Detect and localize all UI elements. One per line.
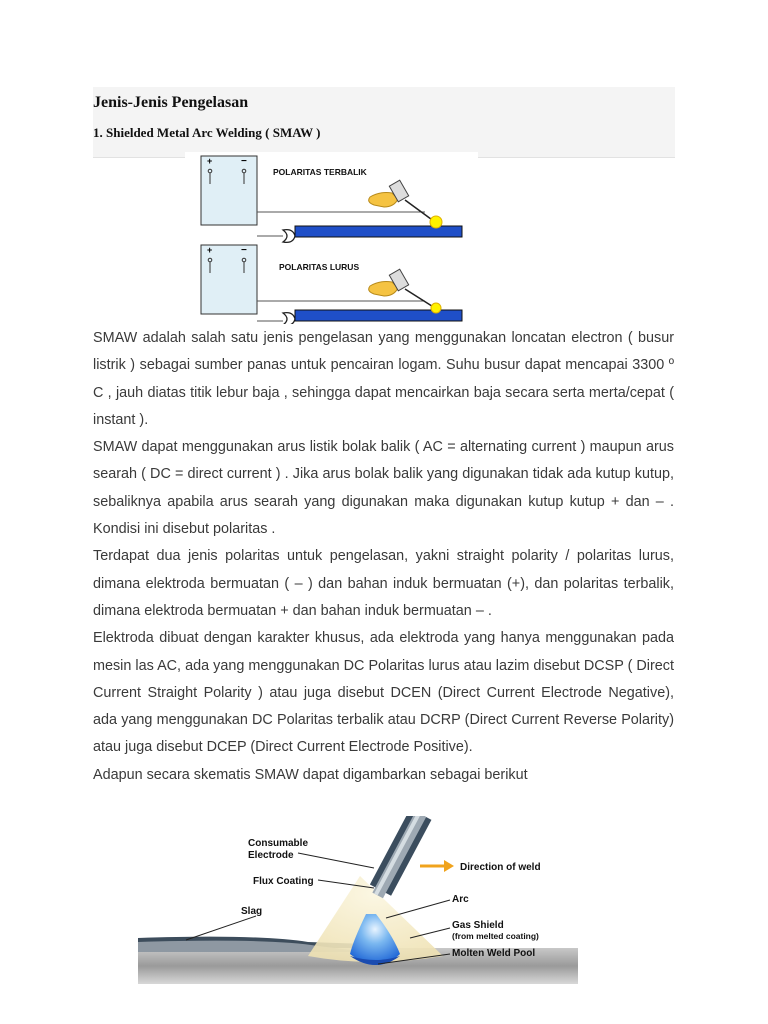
label-direction: Direction of weld	[460, 862, 541, 873]
document-title: Jenis-Jenis Pengelasan	[93, 94, 249, 111]
power-source-box-bottom	[201, 245, 257, 314]
label-flux-coating: Flux Coating	[253, 876, 314, 887]
label-slag: Slag	[241, 906, 263, 917]
minus-sign-top: −	[241, 156, 247, 167]
paragraph: Elektroda dibuat dengan karakter khusus, ada elektroda yang hanya menggunakan pada mesin las AC, ada yang menggunakan DC Polaritas lurus atau lazim disebut DCSP ( Direct Current Straight Polarity ) atau juga disebut DCEN (Direct Current Electrode Negative), ada yang menggunakan DC Polaritas terbalik atau DCRP (Direct Current Reverse Polarity) atau juga disebut DCEP (Direct Current Electrode Positive).	[93, 630, 674, 756]
smaw-schematic	[138, 816, 583, 1000]
minus-sign-bottom: −	[241, 245, 247, 256]
polarity-diagram	[185, 152, 478, 324]
body-text	[93, 325, 674, 789]
arc-spark-bottom	[431, 303, 441, 313]
paragraph: SMAW dapat menggunakan arus listik bolak balik ( AC = alternating current ) maupun arus searah ( DC = direct current ) . Jika arus bolak balik yang digunakan tidak ada kutup kutup, sebaliknya apabila arus searah yang digunakan maka digunakan kutup kutup + dan – . Kondisi ini disebut polaritas .	[93, 439, 674, 538]
polarity-label-bottom: POLARITAS LURUS	[279, 262, 360, 272]
label-arc: Arc	[452, 894, 469, 905]
paragraph: Adapun secara skematis SMAW dapat digambarkan sebagai berikut	[93, 766, 528, 783]
section-heading: 1. Shielded Metal Arc Welding ( SMAW )	[93, 125, 321, 140]
paragraph: Terdapat dua jenis polaritas untuk pengelasan, yakni straight polarity / polaritas lurus, dimana elektroda bermuatan ( – ) dan bahan induk bermuatan (+), dan polaritas terbalik, dimana elektroda bermuatan + dan bahan induk bermuatan – .	[93, 548, 674, 619]
power-source-box-top	[201, 156, 257, 225]
arc-spark-top	[430, 216, 442, 228]
plus-sign-bottom: +	[207, 245, 213, 255]
label-gas-shield-note: (from melted coating)	[452, 931, 539, 941]
plus-sign-top: +	[207, 156, 213, 166]
paragraph: SMAW adalah salah satu jenis pengelasan yang menggunakan loncatan electron ( busur listrik ) sebagai sumber panas untuk pencairan logam. Suhu busur dapat mencapai 3300 º C , jauh diatas titik lebur baja , sehingga dapat mencairkan baja secara serta merta/cepat ( instant ).	[93, 330, 674, 428]
label-electrode: Electrode	[248, 850, 294, 861]
label-gas-shield: Gas Shield	[452, 920, 504, 931]
label-consumable: Consumable	[248, 838, 309, 849]
label-molten-pool: Molten Weld Pool	[452, 948, 536, 959]
polarity-label-top: POLARITAS TERBALIK	[273, 167, 367, 177]
